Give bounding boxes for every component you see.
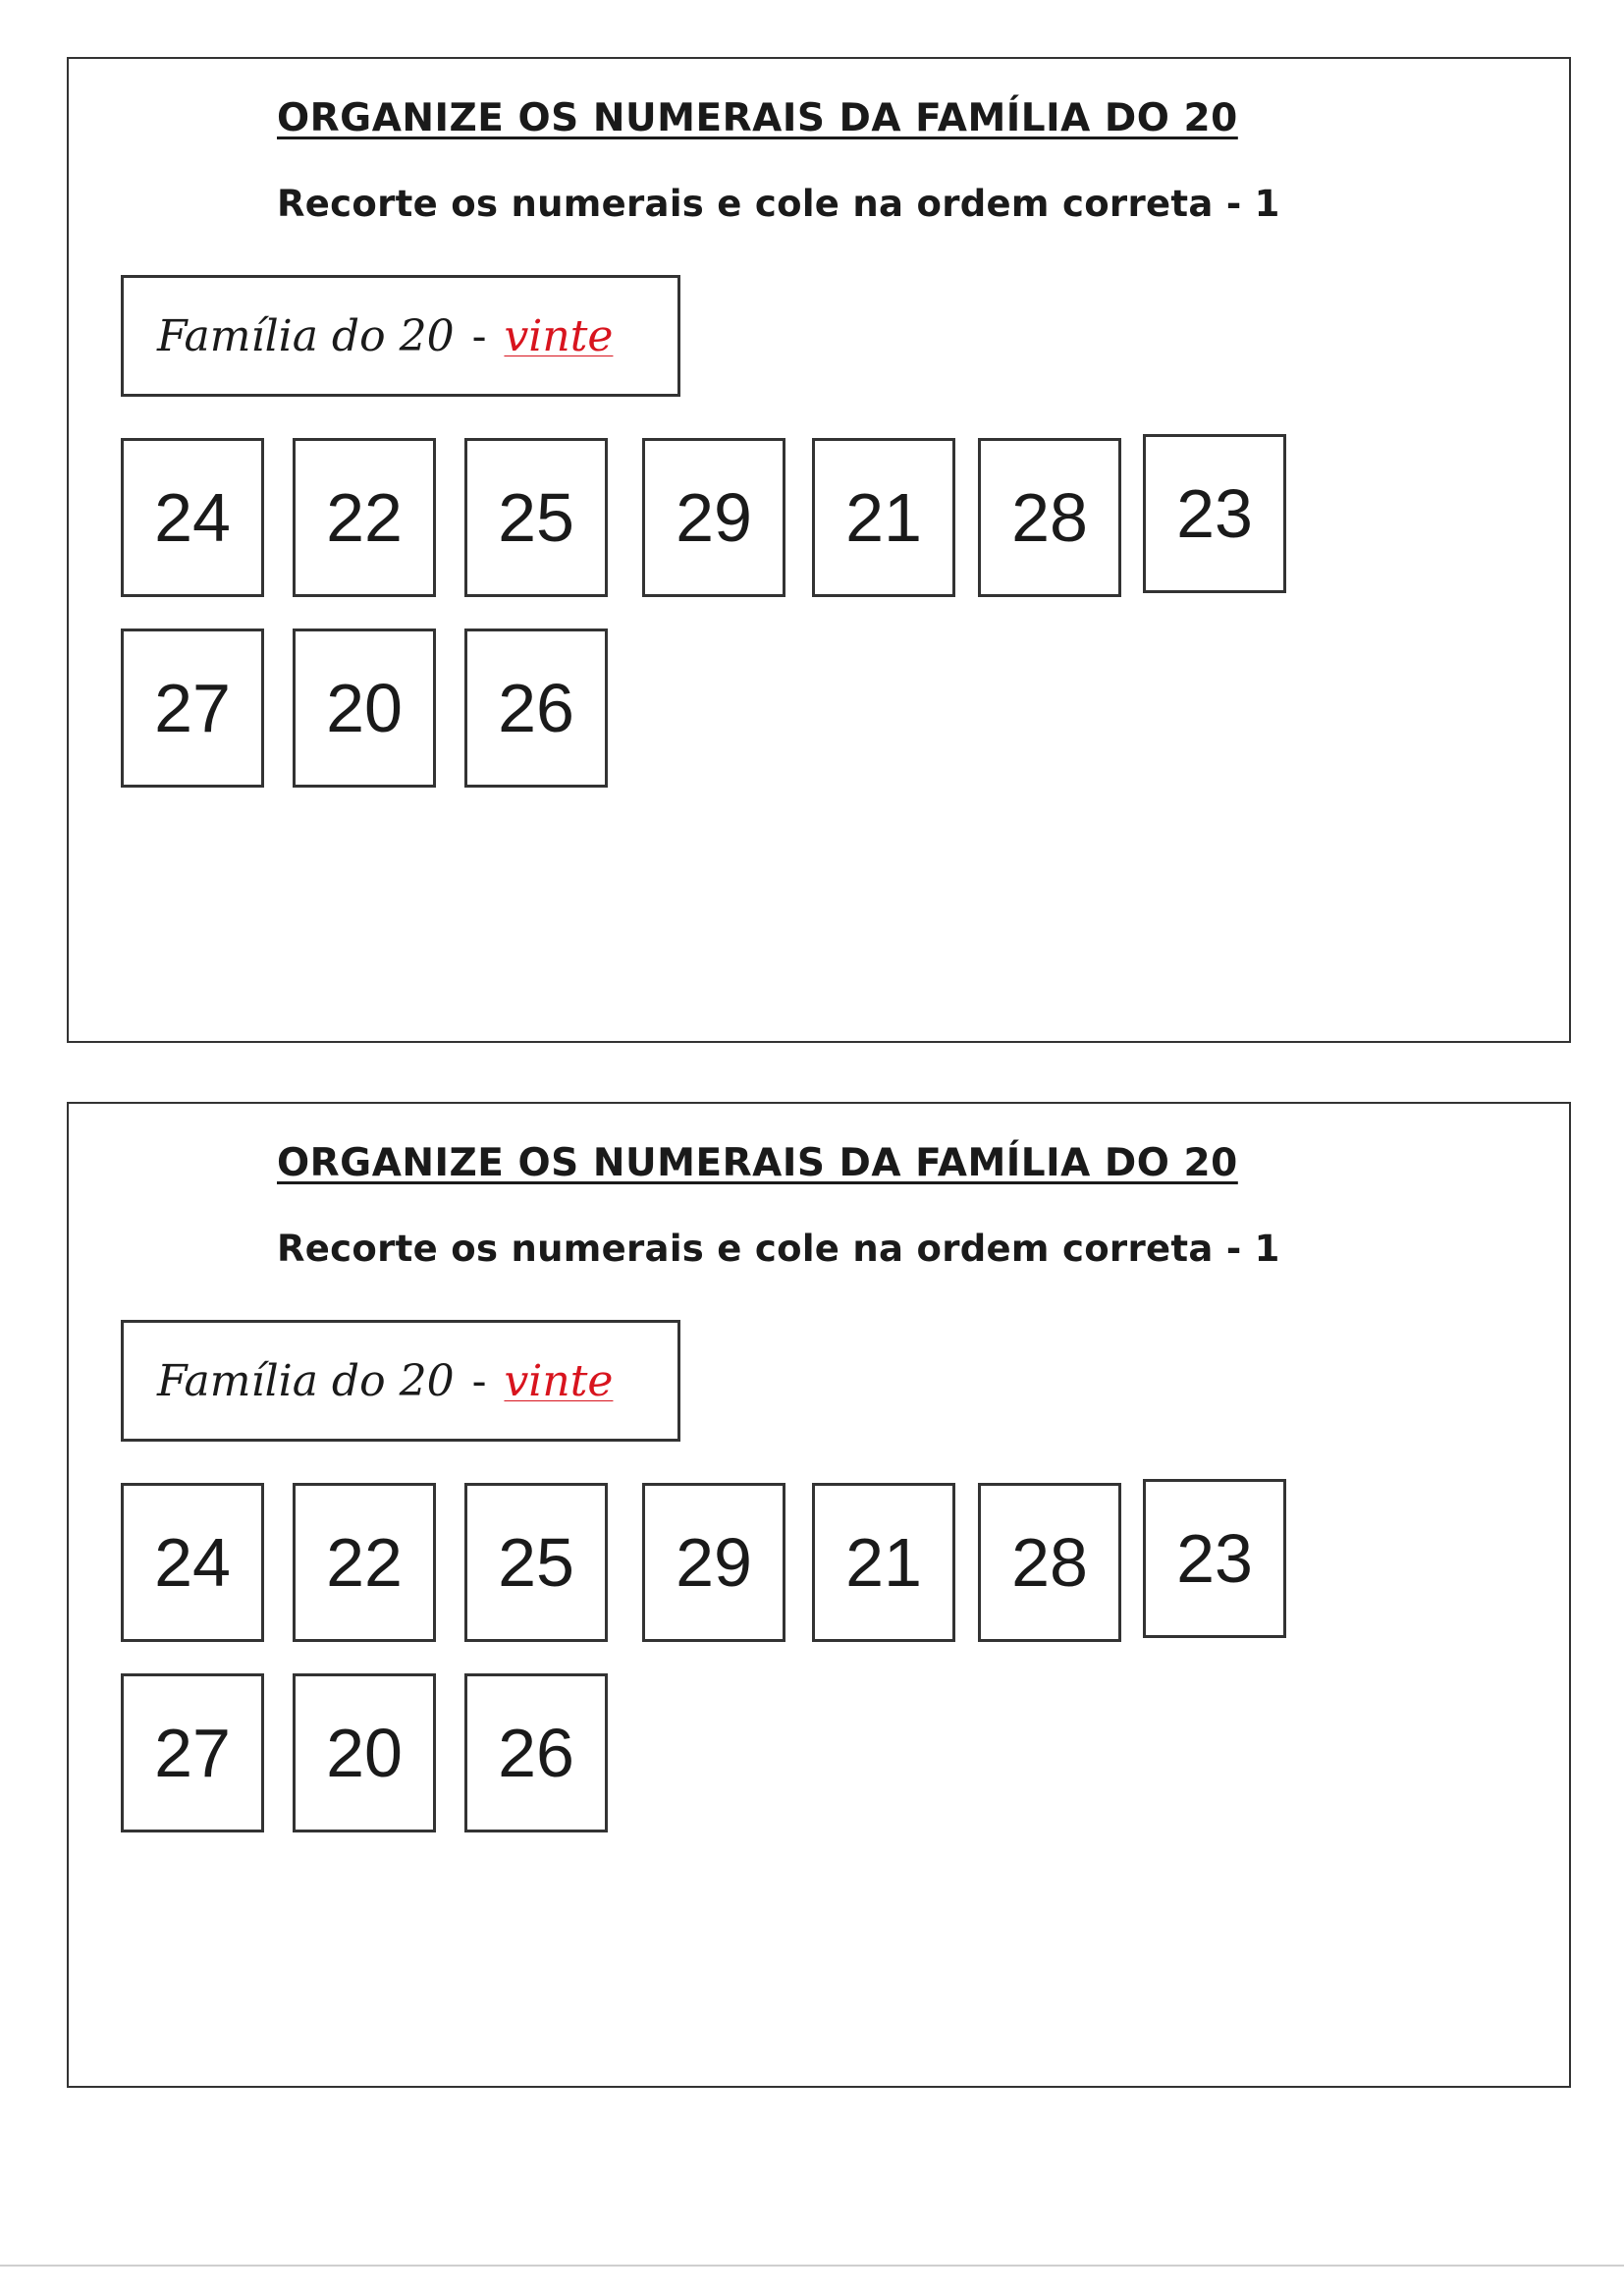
worksheet-title: ORGANIZE OS NUMERAIS DA FAMÍLIA DO 20 (277, 96, 1238, 140)
number-card[interactable]: 21 (812, 438, 955, 597)
family-label-prefix: Família do 20 (157, 1355, 455, 1406)
number-card[interactable]: 23 (1143, 434, 1286, 593)
worksheet-2 (67, 1102, 1571, 2088)
number-card[interactable]: 29 (642, 438, 785, 597)
worksheet-title: ORGANIZE OS NUMERAIS DA FAMÍLIA DO 20 (277, 1141, 1238, 1185)
number-card[interactable]: 26 (464, 629, 608, 788)
number-card[interactable]: 25 (464, 1483, 608, 1642)
number-card[interactable]: 20 (293, 1673, 436, 1832)
family-label-word: vinte (504, 310, 614, 361)
number-card[interactable]: 24 (121, 1483, 264, 1642)
number-card[interactable]: 22 (293, 1483, 436, 1642)
family-label-prefix: Família do 20 (157, 310, 455, 361)
number-card[interactable]: 26 (464, 1673, 608, 1832)
number-card[interactable]: 24 (121, 438, 264, 597)
number-card[interactable]: 27 (121, 629, 264, 788)
family-label-separator: - (471, 310, 487, 361)
number-card[interactable]: 20 (293, 629, 436, 788)
family-label-word: vinte (504, 1355, 614, 1406)
number-card[interactable]: 22 (293, 438, 436, 597)
worksheet-instruction: Recorte os numerais e cole na ordem correta - 1 (277, 1228, 1280, 1270)
number-card[interactable]: 21 (812, 1483, 955, 1642)
number-card[interactable]: 28 (978, 438, 1121, 597)
number-cards (69, 1104, 1569, 2086)
number-card[interactable]: 27 (121, 1673, 264, 1832)
worksheet-1 (67, 57, 1571, 1043)
number-card[interactable]: 23 (1143, 1479, 1286, 1638)
number-card[interactable]: 28 (978, 1483, 1121, 1642)
worksheet-instruction: Recorte os numerais e cole na ordem correta - 1 (277, 183, 1280, 225)
number-card[interactable]: 29 (642, 1483, 785, 1642)
family-label-separator: - (471, 1355, 487, 1406)
page-edge-divider (0, 2265, 1624, 2267)
number-cards (69, 59, 1569, 1041)
number-card[interactable]: 25 (464, 438, 608, 597)
